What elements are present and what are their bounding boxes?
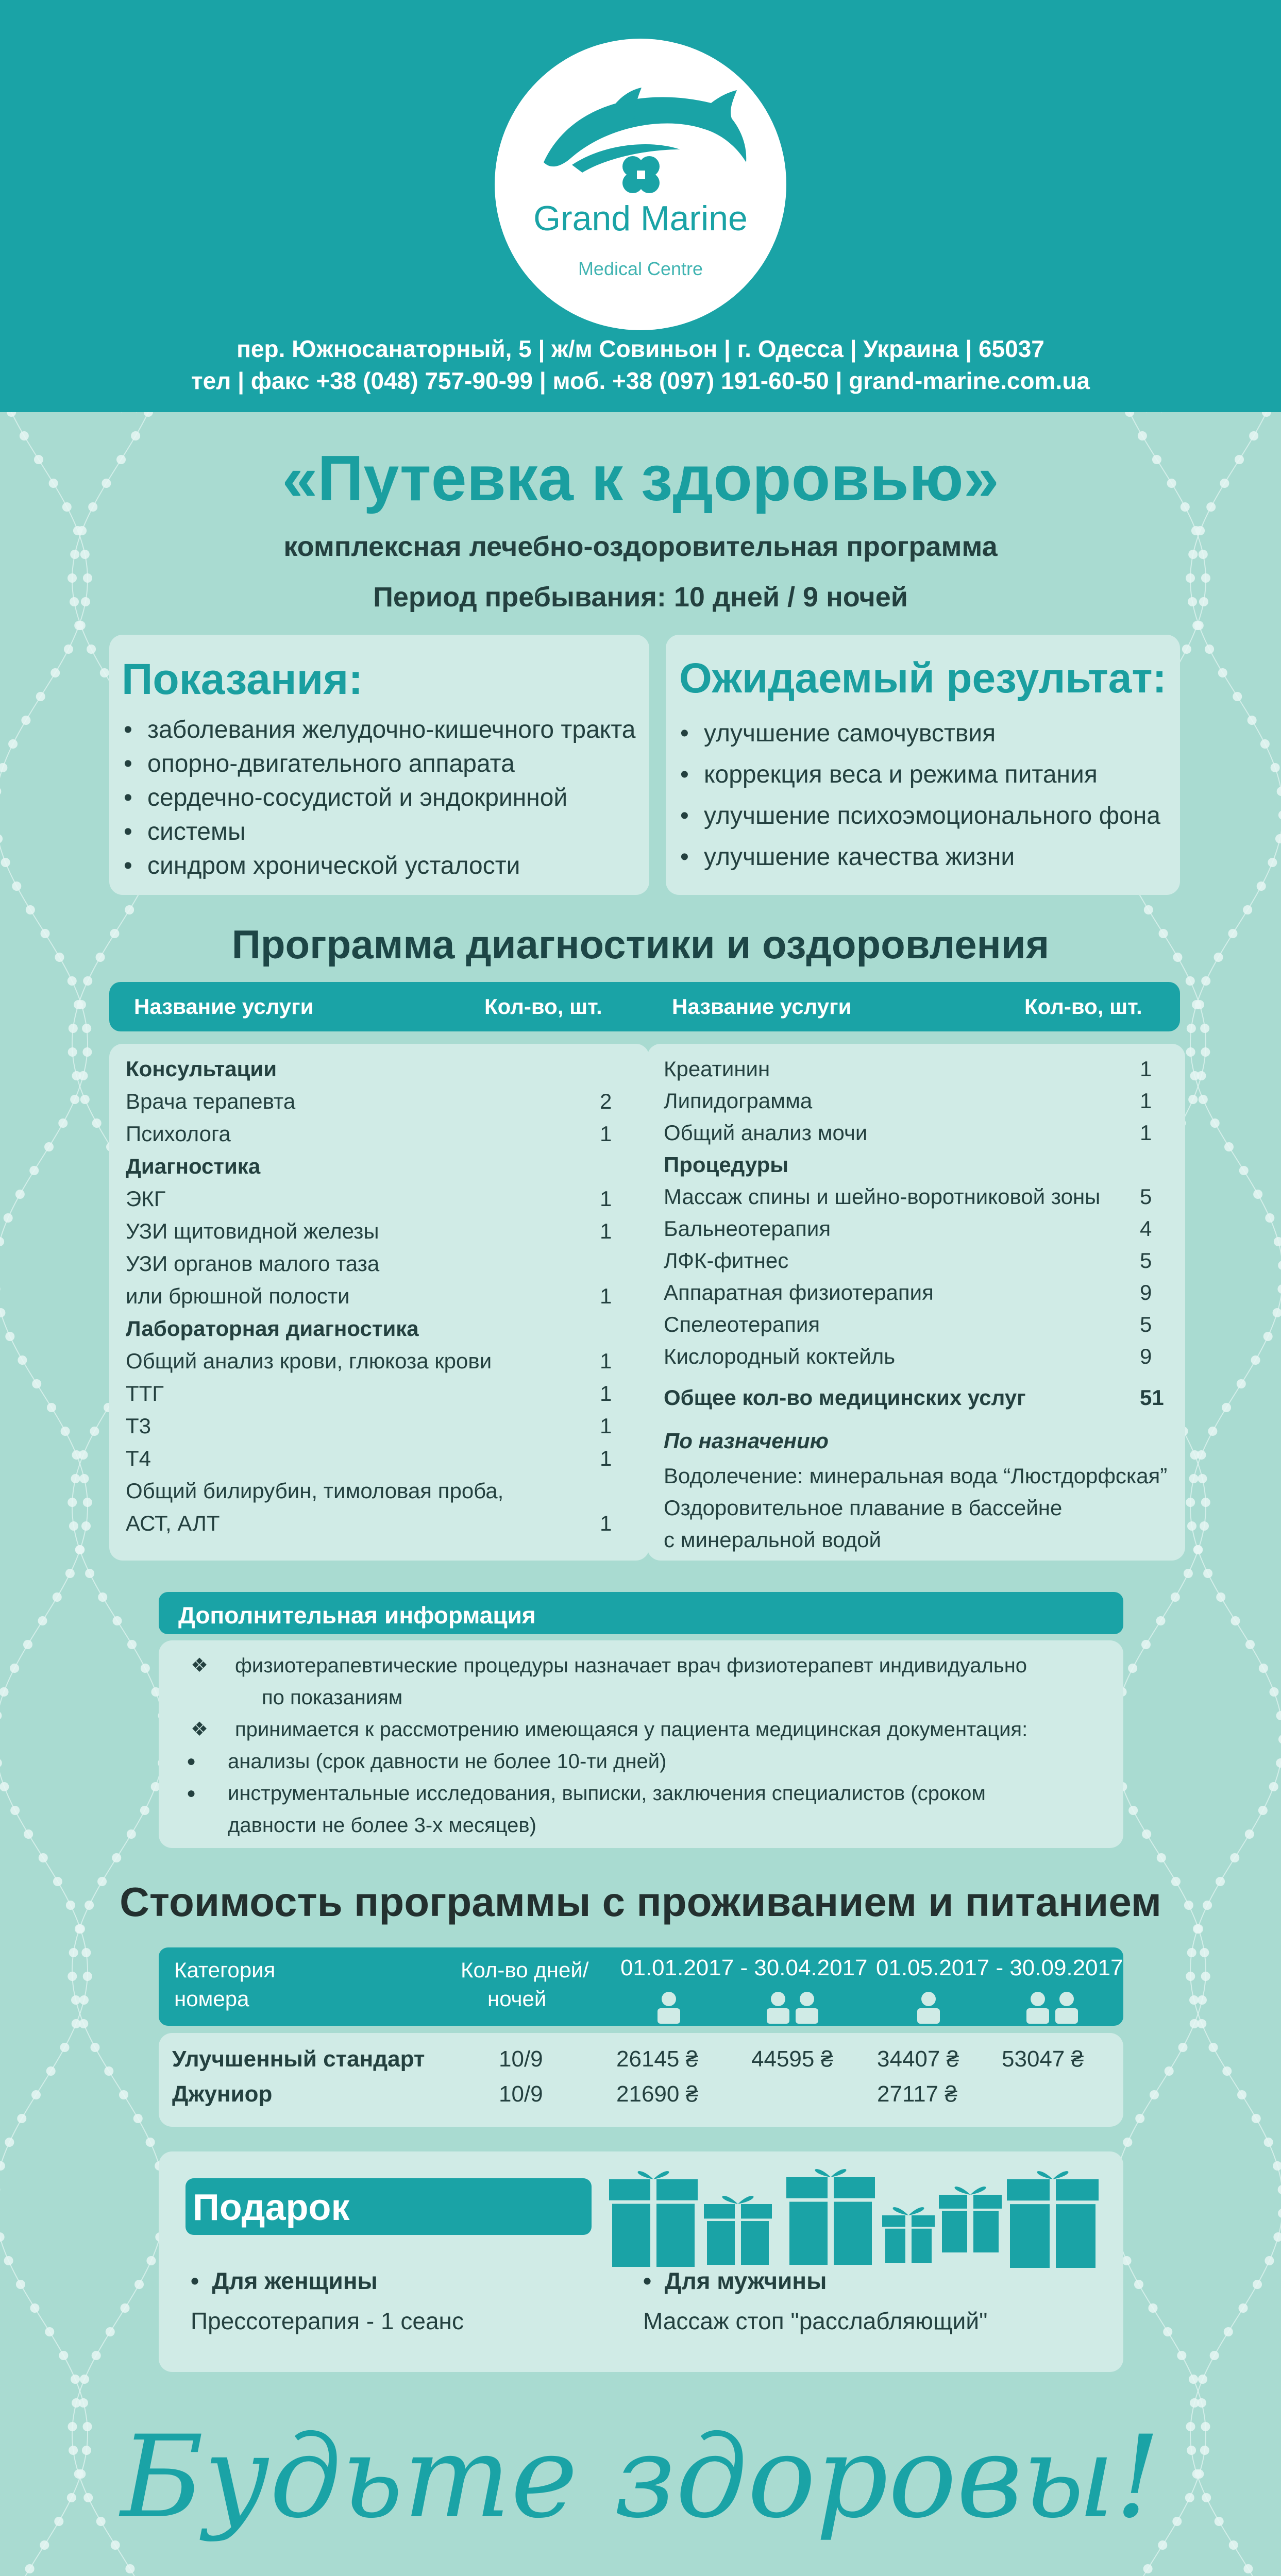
info-line: принимается к рассмотрению имеющаяся у пациента медицинская документация:	[235, 1718, 1028, 1741]
total-services-label: Общее кол-во медицинских услуг	[664, 1385, 1026, 1410]
column-header-qty: Кол-во, шт.	[1024, 994, 1142, 1019]
list-item: • опорно-двигательного аппарата	[121, 747, 635, 781]
service-qty: 1	[600, 1284, 612, 1308]
service-qty: 1	[600, 1381, 612, 1405]
results-panel	[666, 635, 1180, 895]
info-line: физиотерапевтические процедуры назначает врач физиотерапевт индивидуально	[235, 1654, 1027, 1677]
price-cell: 26145 ₴	[616, 2046, 699, 2072]
prescription-heading: По назначению	[664, 1429, 829, 1453]
service-name: АСТ, АЛТ	[126, 1511, 220, 1535]
service-group-heading: Лабораторная диагностика	[126, 1316, 419, 1341]
price-cell: 44595 ₴	[751, 2046, 834, 2072]
service-name: Т4	[126, 1446, 151, 1470]
dot-bullet-icon: ●	[187, 1785, 196, 1802]
list-item: • коррекция веса и режима питания	[677, 754, 1160, 795]
program-table-header	[109, 982, 1180, 1031]
service-name: Кислородный коктейль	[664, 1344, 896, 1368]
gift-boxes-icon	[598, 2159, 1113, 2277]
list-item: • улучшение психоэмоционального фона	[677, 795, 1160, 837]
info-line: анализы (срок давности не более 10-ти дней)	[228, 1750, 667, 1773]
service-name: Психолога	[126, 1122, 231, 1146]
gift-men-title-text: Для мужчины	[664, 2267, 827, 2294]
diamond-bullet-icon: ❖	[191, 1655, 209, 1676]
gift-women-title: • Для женщины	[191, 2267, 378, 2294]
two-persons-icon	[1022, 1991, 1082, 2024]
column-header-category: Категория	[174, 1958, 276, 1982]
address-line: пер. Южносанаторный, 5 | ж/м Совиньон | г. Одесса | Украина | 65037	[237, 335, 1044, 362]
service-group-heading: Процедуры	[664, 1153, 789, 1177]
service-qty: 9	[1140, 1280, 1152, 1304]
service-qty: 5	[1140, 1184, 1152, 1209]
logo	[495, 39, 786, 330]
gift-heading: Подарок	[193, 2187, 350, 2228]
pricing-heading: Стоимость программы с проживанием и питанием	[120, 1879, 1161, 1925]
gift-header	[186, 2178, 592, 2235]
pricing-table-header	[159, 1947, 1123, 2026]
program-list-left	[109, 1044, 649, 1561]
service-qty: 1	[1140, 1089, 1152, 1113]
contacts-line: тел | факс +38 (048) 757-90-99 | моб. +38 (097) 191-60-50 | grand-marine.com.ua	[191, 367, 1090, 394]
additional-info-heading: Дополнительная информация	[178, 1602, 536, 1629]
stay-period: Период пребывания: 10 дней / 9 ночей	[373, 582, 908, 613]
gift-women-title-text: Для женщины	[212, 2267, 378, 2294]
service-qty: 5	[1140, 1312, 1152, 1336]
column-header-days: Кол-во дней/	[461, 1958, 589, 1982]
service-name: Массаж спины и шейно-воротниковой зоны	[664, 1184, 1101, 1209]
service-name: Аппаратная физиотерапия	[664, 1280, 934, 1304]
service-name: Креатинин	[664, 1057, 770, 1081]
service-qty: 9	[1140, 1344, 1152, 1368]
column-header-name: Название услуги	[672, 994, 852, 1019]
prescription-line: Водолечение: минеральная вода “Люстдорфская”	[664, 1464, 1168, 1488]
service-qty: 2	[600, 1089, 612, 1113]
header-banner	[0, 0, 1281, 412]
column-header-category: номера	[174, 1987, 249, 2011]
service-name: ТТГ	[126, 1381, 164, 1405]
service-name: Т3	[126, 1414, 151, 1438]
price-cell: 27117 ₴	[877, 2081, 957, 2107]
dolphin-icon	[495, 39, 786, 330]
service-qty: 1	[1140, 1121, 1152, 1145]
service-qty: 1	[600, 1511, 612, 1535]
service-name: или брюшной полости	[126, 1284, 350, 1308]
indications-panel	[109, 635, 649, 895]
column-header-name: Название услуги	[134, 994, 314, 1019]
service-name: Общий билирубин, тимоловая проба,	[126, 1479, 504, 1503]
page-subtitle: комплексная лечебно-оздоровительная программа	[283, 531, 998, 562]
list-item: • заболевания желудочно-кишечного тракта	[121, 713, 635, 747]
service-group-heading: Консультации	[126, 1057, 277, 1081]
list-item: • улучшение качества жизни	[677, 837, 1160, 878]
price-category: Джуниор	[172, 2081, 273, 2107]
period-2-header: 01.05.2017 - 30.09.2017	[876, 1955, 1123, 1980]
service-qty: 4	[1140, 1216, 1152, 1241]
service-qty: 1	[600, 1414, 612, 1438]
price-days: 10/9	[499, 2081, 543, 2107]
program-heading: Программа диагностики и оздоровления	[231, 922, 1050, 967]
price-days: 10/9	[499, 2046, 543, 2072]
prescription-line: Оздоровительное плавание в бассейне	[664, 1496, 1063, 1520]
info-line: по показаниям	[262, 1686, 403, 1709]
period-1-header: 01.01.2017 - 30.04.2017	[620, 1955, 868, 1980]
results-list	[677, 713, 1160, 878]
service-qty: 1	[600, 1349, 612, 1373]
price-cell: 21690 ₴	[616, 2081, 699, 2107]
single-person-icon	[653, 1991, 684, 2024]
gift-women-text: Прессотерапия - 1 сеанс	[191, 2308, 464, 2334]
gift-men-text: Массаж стоп "расслабляющий"	[643, 2308, 988, 2334]
program-list-right	[647, 1044, 1185, 1561]
single-person-icon	[913, 1991, 944, 2024]
list-item: • сердечно-сосудистой и эндокринной	[121, 781, 635, 815]
logo-subtitle: Medical Centre	[578, 258, 703, 279]
total-services-qty: 51	[1140, 1385, 1164, 1410]
service-qty: 1	[600, 1219, 612, 1243]
list-item: • улучшение самочувствия	[677, 713, 1160, 754]
service-qty: 1	[600, 1446, 612, 1470]
service-name: Общий анализ крови, глюкоза крови	[126, 1349, 492, 1373]
service-name: Общий анализ мочи	[664, 1121, 868, 1145]
indications-heading: Показания:	[122, 655, 363, 703]
service-name: ЭКГ	[126, 1187, 166, 1211]
service-name: Липидограмма	[664, 1089, 813, 1113]
info-line: инструментальные исследования, выписки, заключения специалистов (сроком	[228, 1782, 986, 1805]
two-persons-icon	[763, 1991, 822, 2024]
logo-brand-name: Grand Marine	[533, 199, 748, 238]
pricing-table-body	[159, 2033, 1123, 2127]
diamond-bullet-icon: ❖	[191, 1719, 209, 1740]
service-qty: 1	[1140, 1057, 1152, 1081]
service-name: Врача терапевта	[126, 1089, 296, 1113]
footer-slogan: Будьте здоровы!	[120, 2411, 1161, 2543]
indications-list	[121, 713, 635, 883]
service-name: УЗИ щитовидной железы	[126, 1219, 379, 1243]
additional-info-header	[159, 1592, 1123, 1634]
prescription-line: с минеральной водой	[664, 1528, 881, 1552]
service-group-heading: Диагностика	[126, 1154, 261, 1178]
price-category: Улучшенный стандарт	[172, 2046, 425, 2072]
service-qty: 5	[1140, 1248, 1152, 1273]
price-cell: 53047 ₴	[1002, 2046, 1084, 2072]
service-name: УЗИ органов малого таза	[126, 1251, 380, 1276]
info-line: давности не более 3-х месяцев)	[228, 1814, 536, 1837]
service-name: Бальнеотерапия	[664, 1216, 831, 1241]
list-item: • синдром хронической усталости	[121, 849, 635, 883]
price-cell: 34407 ₴	[877, 2046, 959, 2072]
column-header-days: ночей	[487, 1987, 547, 2011]
service-name: Спелеотерапия	[664, 1312, 820, 1336]
service-qty: 1	[600, 1122, 612, 1146]
list-item-continuation: • системы	[121, 815, 635, 849]
column-header-qty: Кол-во, шт.	[484, 994, 602, 1019]
service-qty: 1	[600, 1187, 612, 1211]
results-heading: Ожидаемый результат:	[679, 655, 1167, 702]
gift-men-title: • Для мужчины	[643, 2267, 827, 2294]
page-title: «Путевка к здоровью»	[282, 443, 999, 514]
service-name: ЛФК-фитнес	[664, 1248, 789, 1273]
dot-bullet-icon: ●	[187, 1753, 196, 1770]
additional-info-panel	[159, 1640, 1123, 1848]
